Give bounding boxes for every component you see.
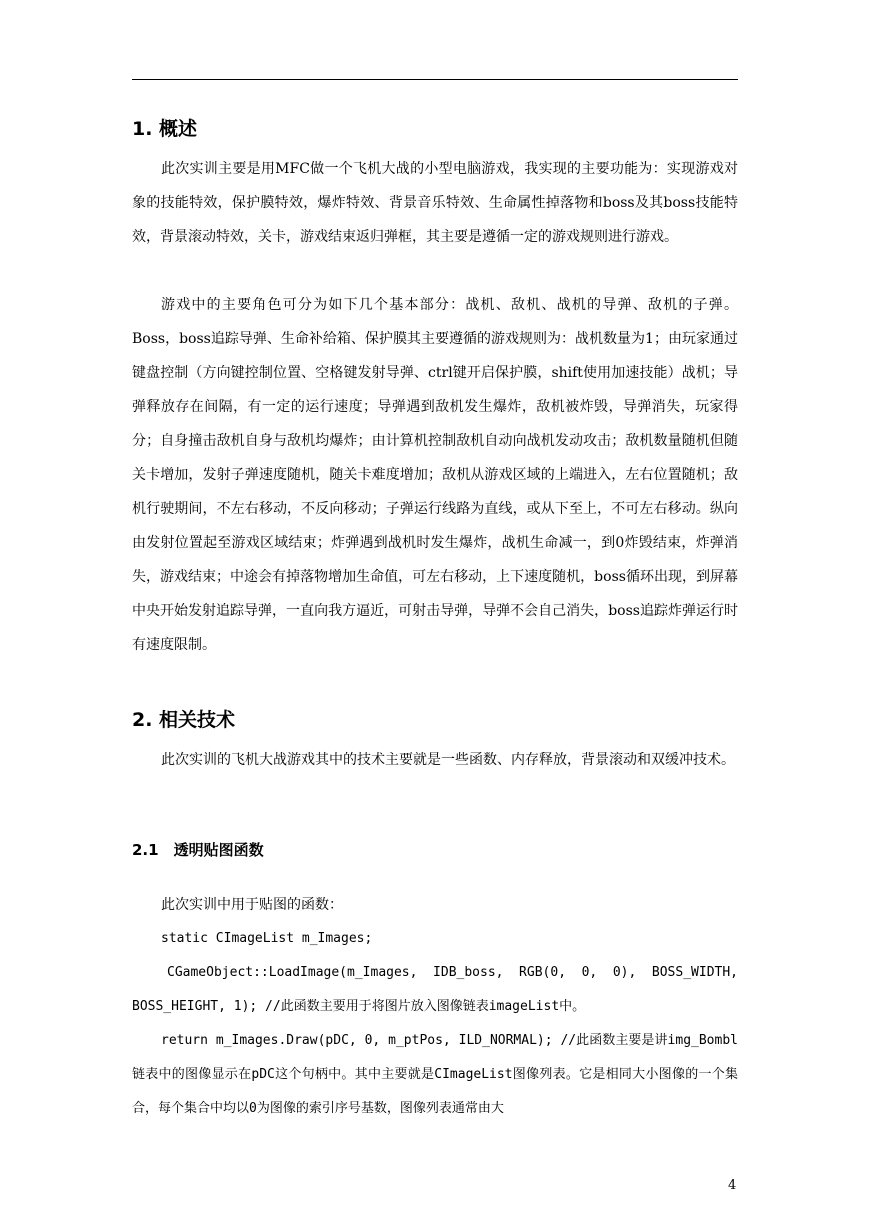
section-2-paragraph: 此次实训的飞机大战游戏其中的技术主要就是一些函数、内存释放，背景滚动和双缓冲技术。 (161, 752, 735, 768)
section-1-paragraph-1: 此次实训主要是用MFC做一个飞机大战的小型电脑游戏，我实现的主要功能为：实现游戏对象的技能特效，保护膜特效，爆炸特效、背景音乐特效、生命属性掉落物和boss及其boss技能特效，背景滚动特效，关卡，游戏结束返归弹框，其主要是遵循一定的游戏规则进行游戏。 (132, 161, 738, 245)
code-line-imagelist: static CImageList m_Images; (161, 931, 373, 946)
section-2-1-heading: 2.1 透明贴图函数 (132, 841, 264, 859)
section-2-1-intro: 此次实训中用于贴图的函数： (161, 897, 343, 913)
section-1-heading: 1. 概述 (132, 118, 198, 140)
page-number: 4 (728, 1178, 737, 1193)
header-rule (132, 79, 738, 80)
section-2-heading: 2. 相关技术 (132, 709, 236, 731)
section-1-paragraph-2: 游戏中的主要角色可分为如下几个基本部分：战机、敌机、战机的导弹、敌机的子弹。Boss，boss追踪导弹、生命补给箱、保护膜其主要遵循的游戏规则为：战机数量为1；由玩家通过键盘控制（方向键控制位置、空格键发射导弹、ctrl键开启保护膜，shift使用加速技能）战机；导弹释放存在间隔，有一定的运行速度；导弹遇到敌机发生爆炸，敌机被炸毁，导弹消失，玩家得分；自身撞击敌机自身与敌机均爆炸；由计算机控制敌机自动向战机发动攻击；敌机数量随机但随关卡增加，发射子弹速度随机，随关卡难度增加；敌机从游戏区域的上端进入，左右位置随机；敌机行驶期间，不左右移动，不反向移动；子弹运行线路为直线，或从下至上，不可左右移动。纵向由发射位置起至游戏区域结束；炸弹遇到战机时发生爆炸，战机生命减一，到0炸毁结束，炸弹消失，游戏结束；中途会有掉落物增加生命值，可左右移动，上下速度随机，boss循环出现，到屏幕中央开始发射追踪导弹，一直向我方逼近，可射击导弹，导弹不会自己消失，boss追踪炸弹运行时有速度限制。 (132, 297, 738, 653)
code-line-loadimage: CGameObject::LoadImage(m_Images, IDB_boss, RGB(0, 0, 0), BOSS_WIDTH, BOSS_HEIGHT, 1); //此函数主要用于将图片放入图像链表imageList中。 (132, 965, 738, 1014)
code-line-draw: return m_Images.Draw(pDC, 0, m_ptPos, ILD_NORMAL); //此函数主要是讲img_Bombl链表中的图像显示在pDC这个句柄中。其中主要就是CImageList图像列表。它是相同大小图像的一个集合，每个集合中均以0为图像的索引序号基数，图像列表通常由大 (132, 1033, 738, 1116)
